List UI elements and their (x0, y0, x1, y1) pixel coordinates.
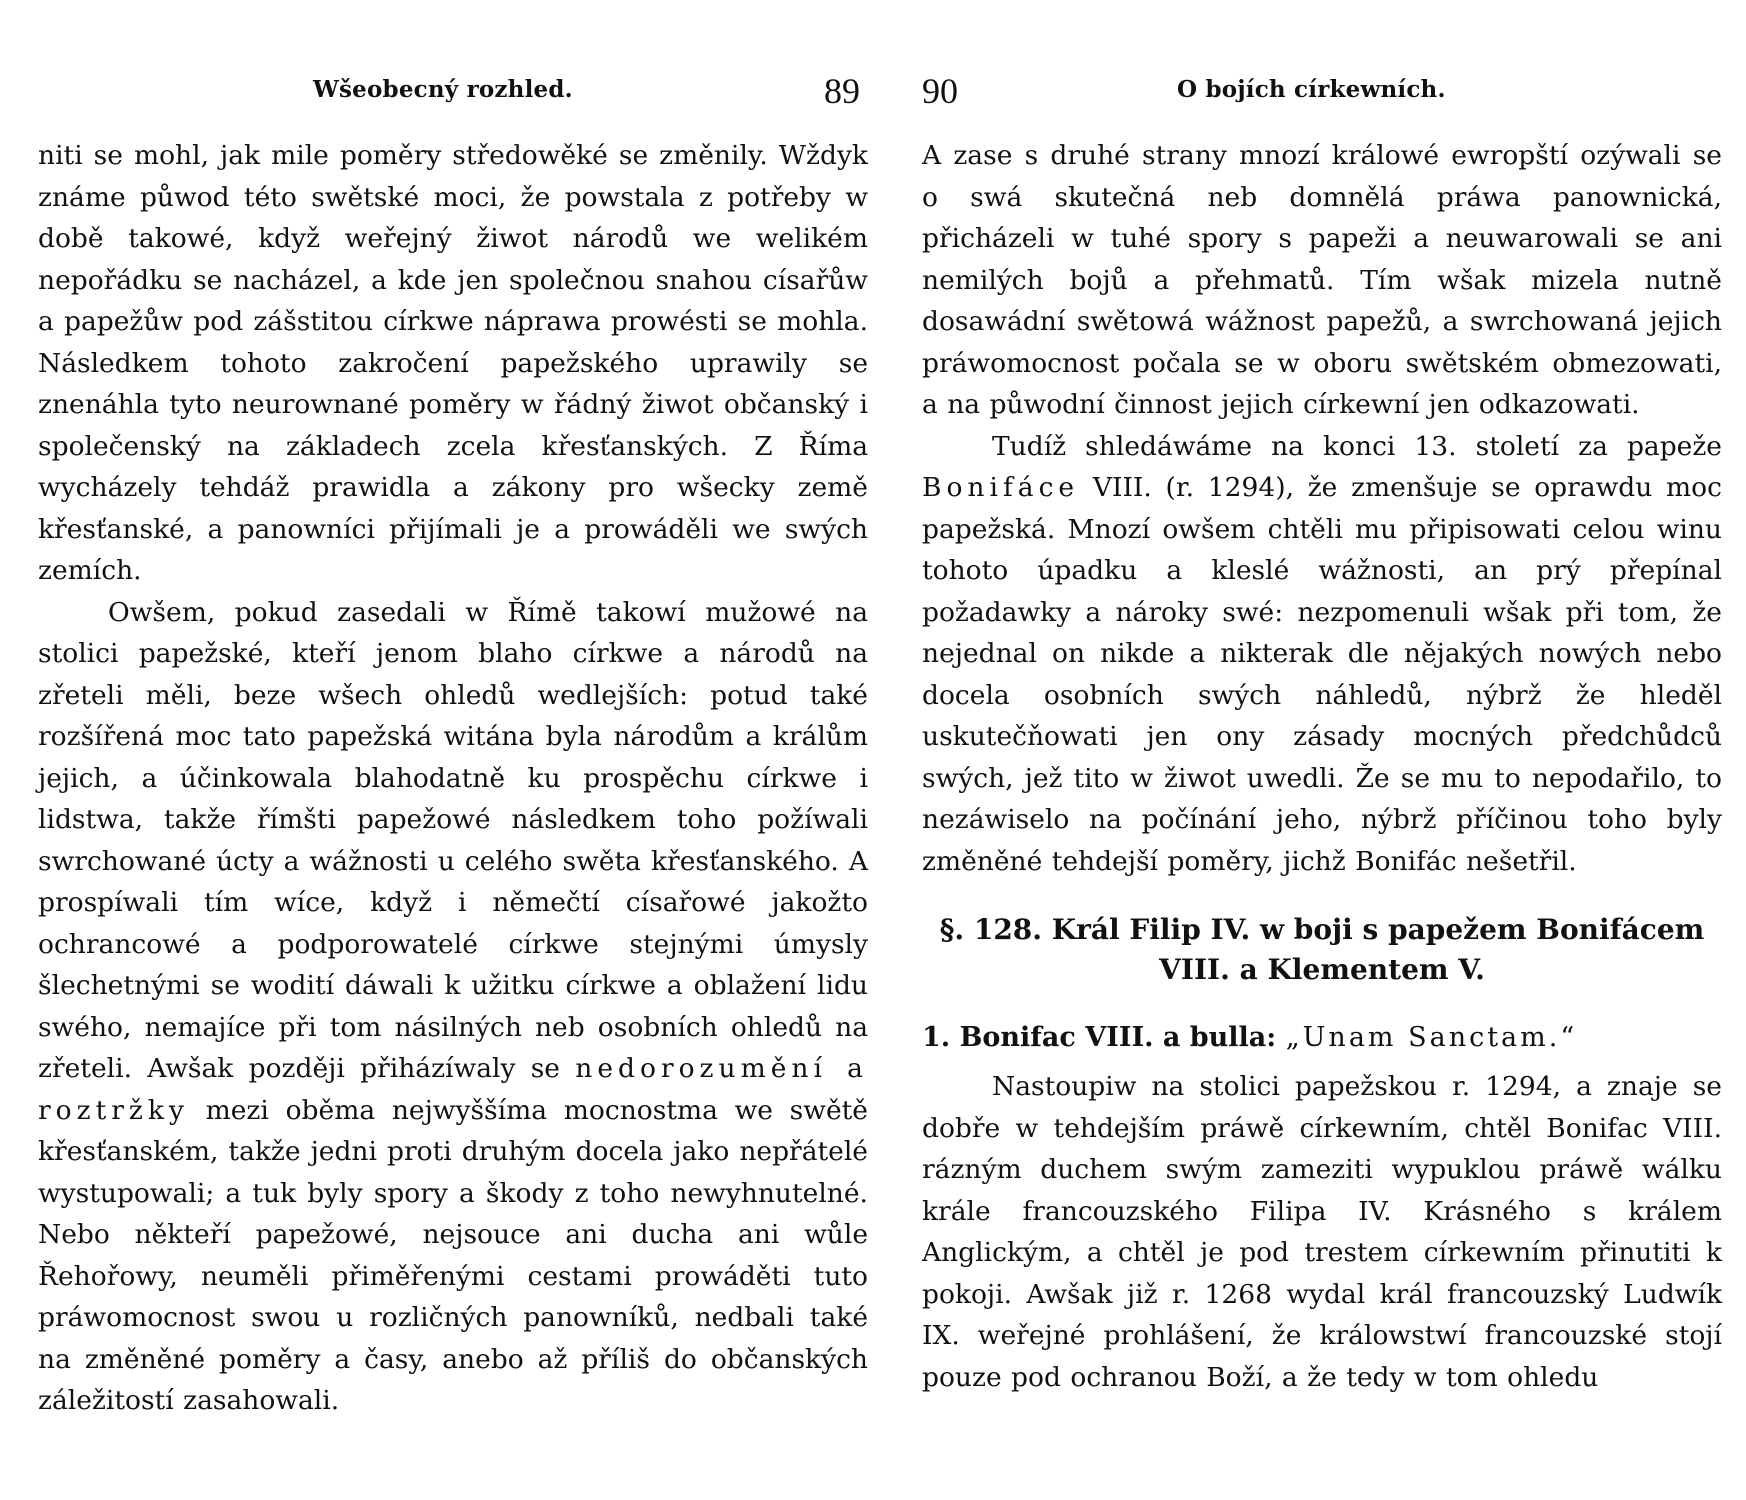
left-paragraph-2 (38, 592, 868, 1422)
left-paragraph-1: niti se mohl, jak mile poměry středowěké se změnily. Wždyk známe půwod této swětské moci, že powstala z potřeby w době takowé, když weřejný žiwot národů we welikém nepořádku se nacházel, a kde jen společnou snahou císařůw a papežůw pod zášstitou církwe náprawa prowésti se mohla. Následkem tohoto zakročení papežského uprawily se znenáhla tyto neurownané poměry w řádný žiwot občanský i společenský na základech zcela křesťanských. Z Říma wycházely tehdáž prawidla a zákony pro wšecky země křesťanské, a panowníci přijímali je a prowáděli we swých zemích. (38, 140, 868, 586)
left-paragraph-2-spaced: nedorozumění a roztržky (38, 1053, 868, 1126)
right-page-number: 90 (922, 71, 958, 111)
subsection-heading (922, 1018, 1722, 1058)
left-paragraph-2-start: Owšem, pokud zasedali w Římě takowí mužowé na stolici papežské, kteří jenom blaho církwe a národů na zřeteli měli, beze wšech ohledů wedlejších: potud také rozšířená moc tato papežská witána byla národům a králům jejich, a účinkowala blahodatně ku prospěchu církwe i lidstwa, takže římšti papežowé následkem toho požíwali swrchowané úcty a wážnosti u celého swěta křesťanského. A prospíwali tím wíce, když i němečtí císařowé jakožto ochrancowé a podporowatelé církwe stejnými úmysly šlechetnými se wodití dáwali k užitku církwe a oblažení lidu swého, nemajíce při tom násilných neb osobních ohledů na zřeteli. Awšak později přiházíwaly se (38, 596, 868, 1084)
right-paragraph-1: A zase s druhé strany mnozí králowé ewropští ozýwali se o swá skutečná neb domnělá práwa panownická, přicházeli w tuhé spory s papeži a neuwarowali se ani nemilých bojů a přehmatů. Tím wšak mizela nutně dosawádní swětowá wážnost papežů, a swrchowaná jejich práwomocnost počala se w oboru swětském obmezowati, a na půwodní činnost jejich církewní jen odkazowati. (922, 140, 1722, 420)
left-page (38, 0, 868, 1500)
right-paragraph-2-end: VIII. (r. 1294), že zmenšuje se oprawdu moc papežská. Mnozí owšem chtěli mu připisowati celou winu tohoto úpadku a kleslé wážnosti, an prý přepínal požadawky a nároky swé: nezpomenuli wšak při tom, že nejednal on nikde a nikterak dle nějakých nowých nebo docela osobních swých náhledů, nýbrž že hleděl uskutečňowati jen ony zásady mocných předchůdců swých, jež tito w žiwot uwedli. Že se mu to nepodařilo, to nezáwiselo na počínání jeho, nýbrž příčinou toho byly změněné tehdejší poměry, jichž Bonifác nešetřil. (922, 472, 1722, 877)
subsection-quote: „Unam Sanctam.“ (1285, 1022, 1578, 1053)
right-page (922, 0, 1722, 1500)
left-body-text (38, 135, 868, 1422)
section-heading: §. 128. Král Filip IV. w boji s papežem Bonifácem VIII. a Klementem V. (939, 913, 1705, 986)
left-page-number: 89 (824, 71, 860, 111)
left-running-title: Wšeobecný rozhled. (313, 76, 573, 103)
right-paragraph-2 (922, 426, 1722, 883)
left-running-head (38, 70, 868, 110)
right-paragraph-2-start: Tudíž shledáwáme na konci 13. století za papeže (992, 430, 1722, 462)
right-body-text (922, 135, 1722, 1398)
right-paragraph-2-name: Bonifáce (922, 472, 1080, 503)
right-running-title: O bojích církewních. (1177, 76, 1446, 103)
left-paragraph-2-end: mezi oběma nejwyššíma mocnostma we swětě křesťanském, takže jedni proti druhým docela jako nepřátelé wystupowali; a tuk byly spory a škody z toho newyhnutelné. Nebo někteří papežowé, nejsouce ani ducha ani wůle Řehořowy, neuměli přiměřenými cestami prowáděti tuto práwomocnost swou u rozličných panowníků, nedbali také na změněné poměry a časy, anebo až příliš do občanských záležitostí zasahowali. (38, 1094, 868, 1416)
right-paragraph-3: Nastoupiw na stolici papežskou r. 1294, a znaje se dobře w tehdejším práwě církewním, chtěl Bonifac VIII. rázným duchem swým zameziti wypuklou práwě wálku krále francouzského Filipa IV. Krásného s králem Anglickým, a chtěl je pod trestem církewním přinutiti k pokoji. Awšak již r. 1268 wydal král francouzský Ludwík IX. weřejné prohlášení, že králowstwí francouzské stojí pouze pod ochranou Boží, a že tedy w tom ohledu (922, 1071, 1722, 1393)
subsection-prefix: 1. Bonifac VIII. a bulla: (922, 1022, 1277, 1053)
right-running-head (922, 70, 1722, 110)
